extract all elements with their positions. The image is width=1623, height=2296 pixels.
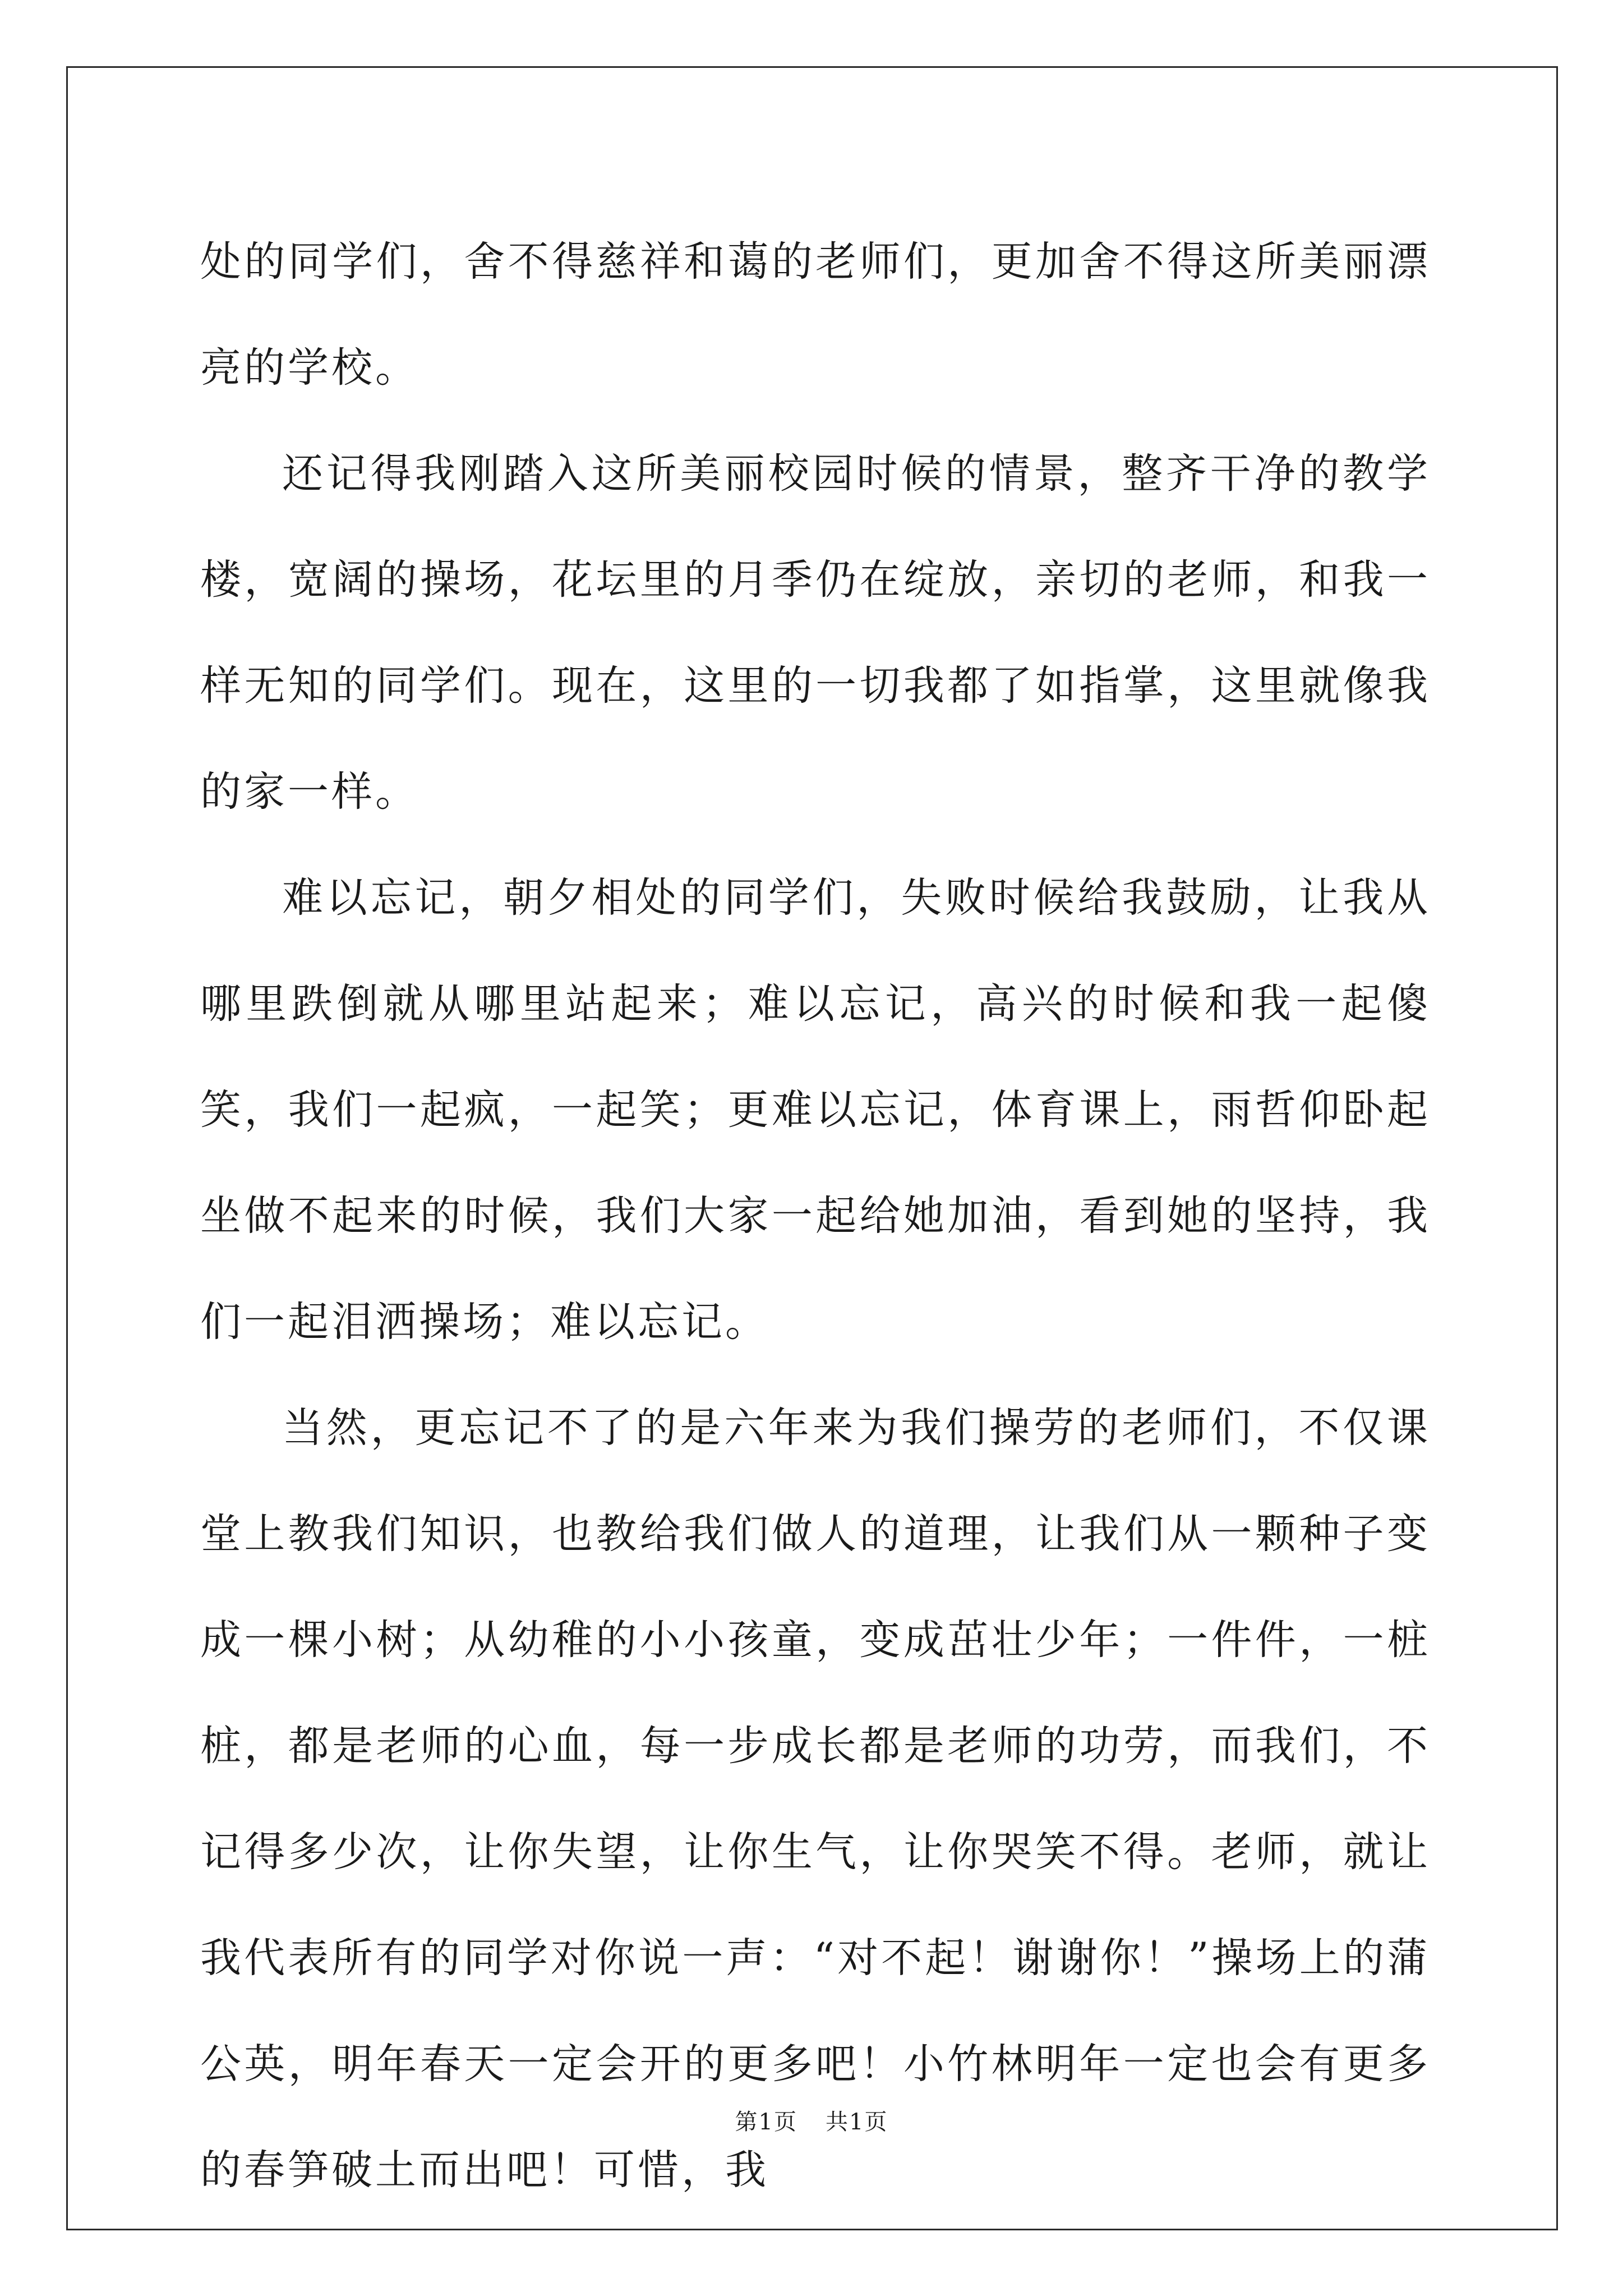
page-total: 共1页 <box>826 2109 888 2135</box>
page-number: 第1页 <box>735 2109 797 2135</box>
page-footer <box>0 2105 1623 2139</box>
paragraph-1: 处的同学们，舍不得慈祥和蔼的老师们，更加舍不得这所美丽漂亮的学校。 <box>200 238 1431 392</box>
paragraph-3: 难以忘记，朝夕相处的同学们，失败时候给我鼓励，让我从哪里跌倒就从哪里站起来；难以忘记，高兴的时候和我一起傻笑，我们一起疯，一起笑；更难以忘记，体育课上，雨哲仰卧起坐做不起来的时候，我们大家一起给她加油，看到她的坚持，我们一起泪洒操场；难以忘记。 <box>200 874 1431 1346</box>
document-body <box>200 209 1431 2223</box>
paragraph-4: 当然，更忘记不了的是六年来为我们操劳的老师们，不仅课堂上教我们知识，也教给我们做人的道理，让我们从一颗种子变成一棵小树；从幼稚的小小孩童，变成茁壮少年；一件件，一桩桩，都是老师的心血，每一步成长都是老师的功劳，而我们，不记得多少次，让你失望，让你生气，让你哭笑不得。老师，就让我代表所有的同学对你说一声：“对不起！谢谢你！”操场上的蒲公英，明年春天一定会开的更多吧！小竹林明年一定也会有更多的春笋破土而出吧！可惜，我 <box>200 1404 1431 2194</box>
paragraph-2: 还记得我刚踏入这所美丽校园时候的情景，整齐干净的教学楼，宽阔的操场，花坛里的月季仍在绽放，亲切的老师，和我一样无知的同学们。现在，这里的一切我都了如指掌，这里就像我的家一样。 <box>200 450 1431 816</box>
